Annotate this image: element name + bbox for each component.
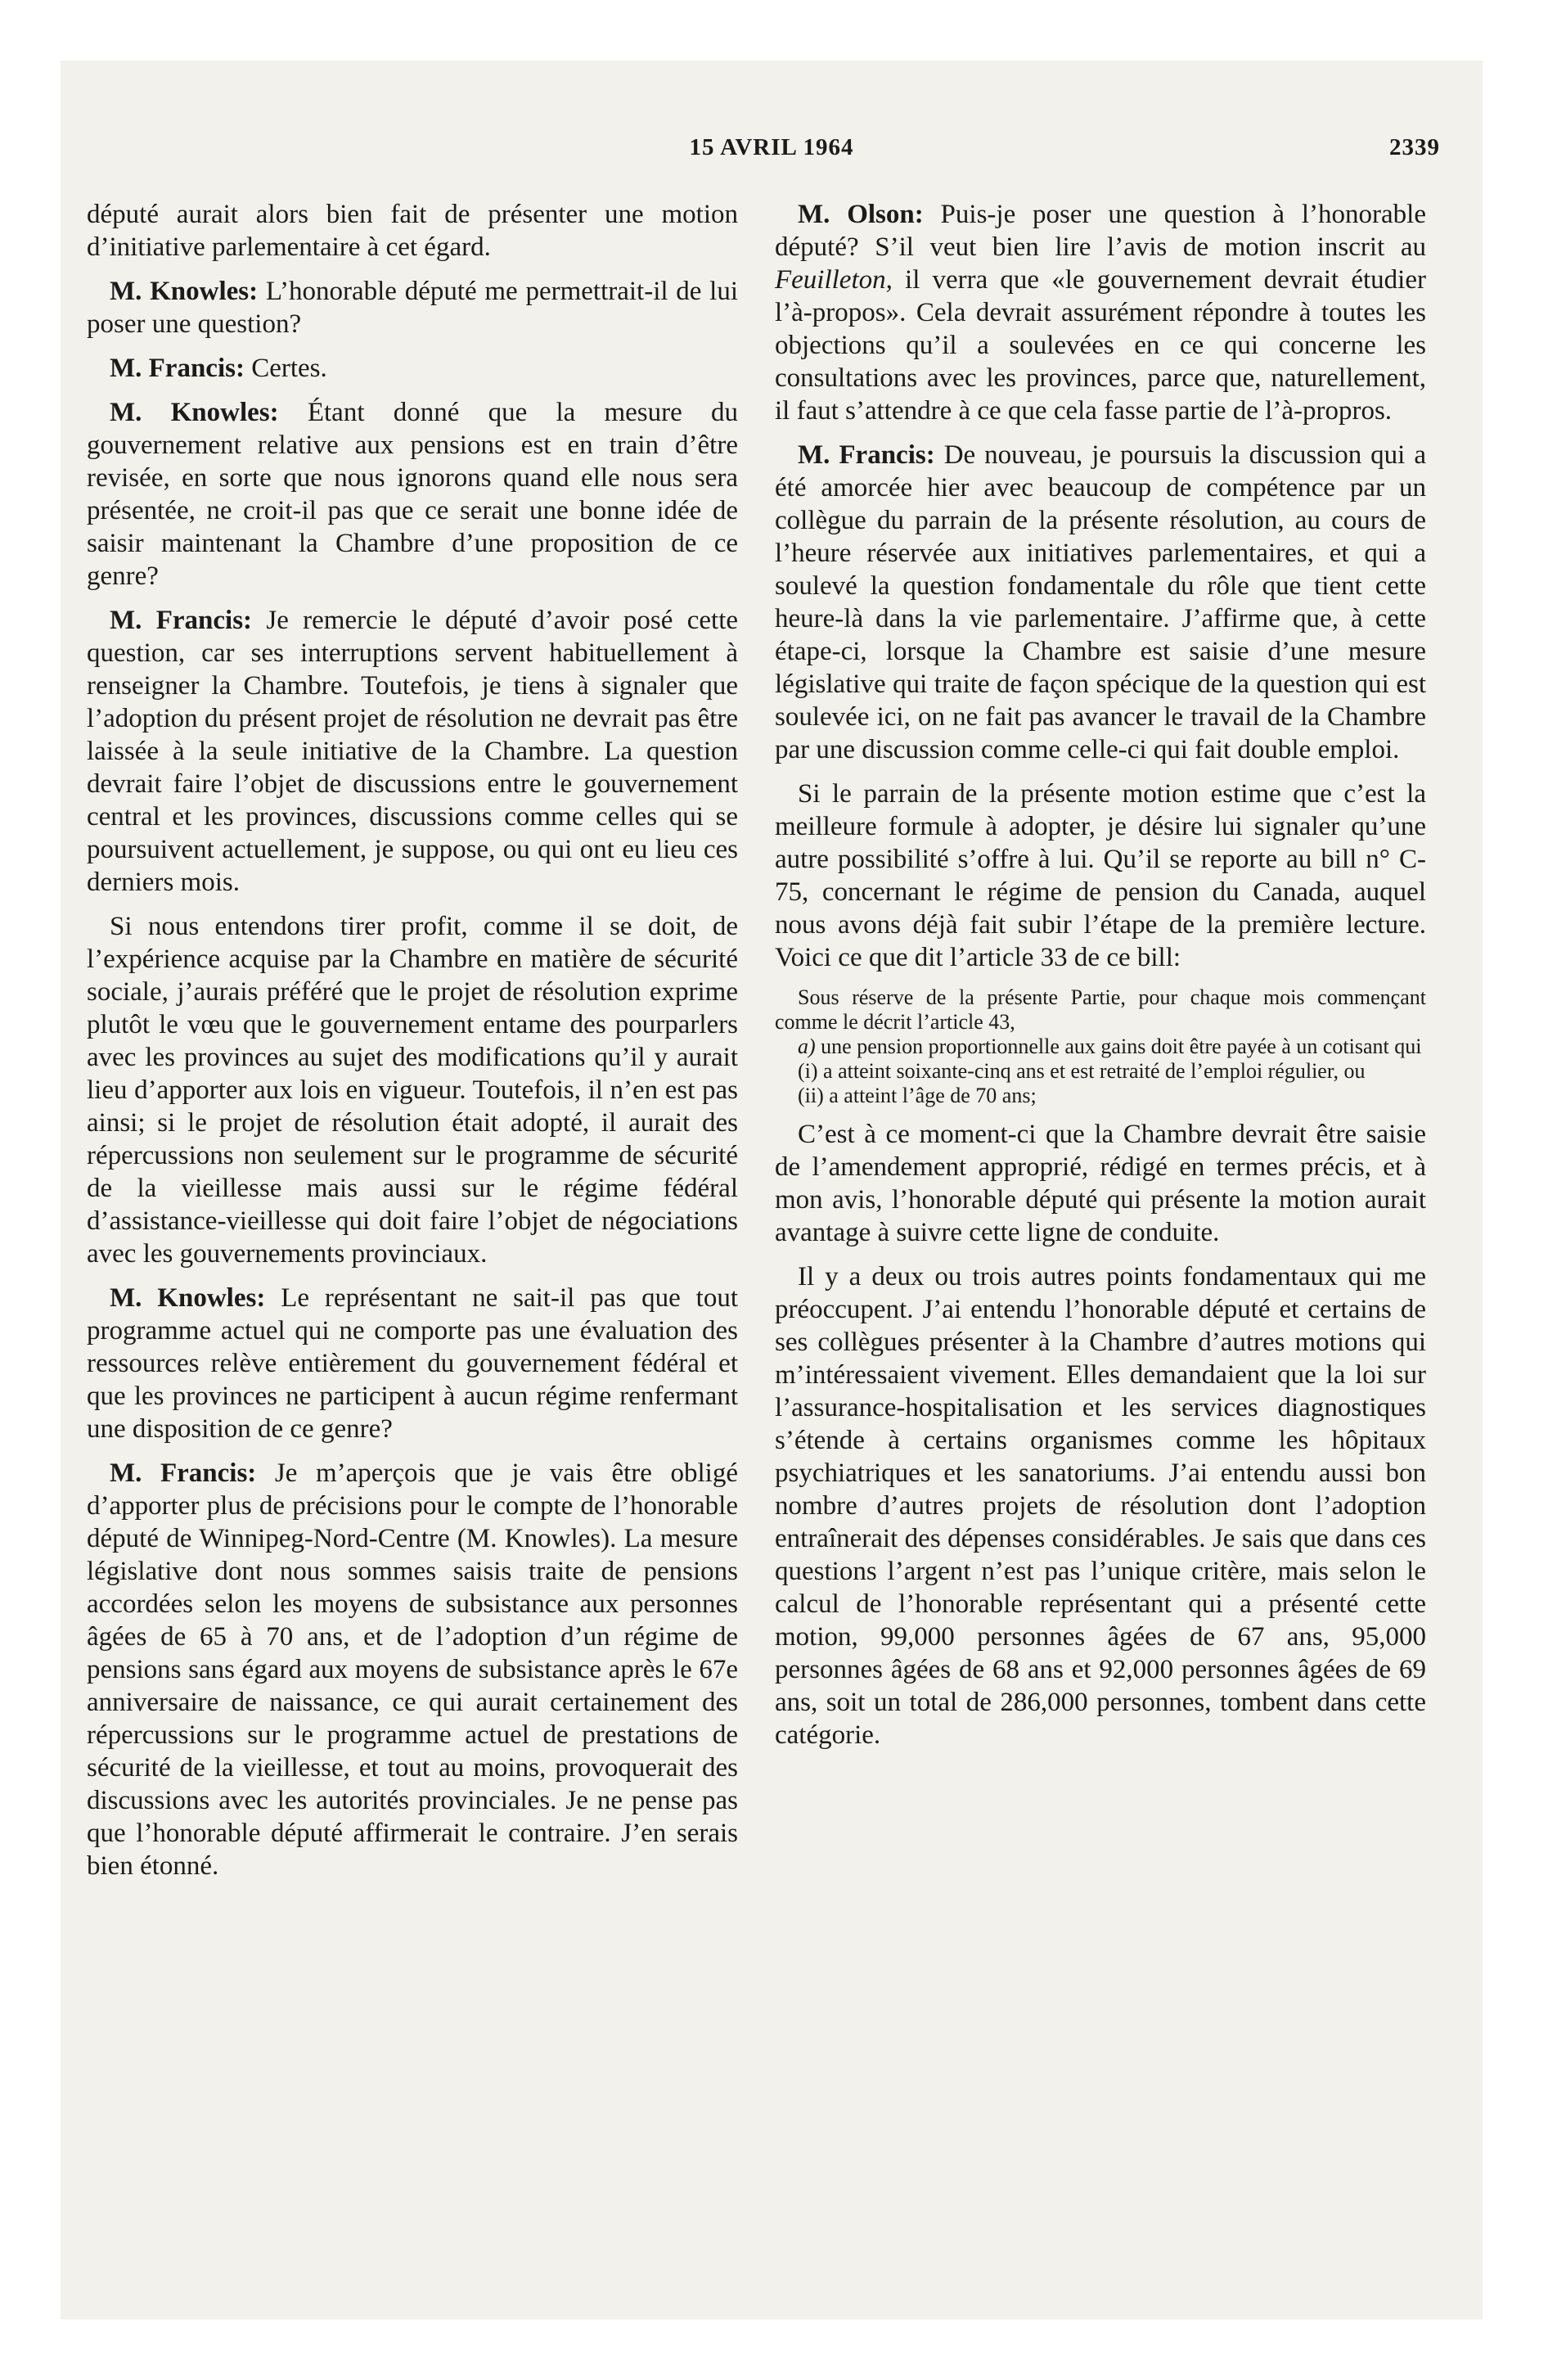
paragraph (775, 1118, 1426, 1249)
paragraph-text: Le représentant ne sait-il pas que tout programme actuel qui ne comporte pas une évaluation des ressources relève entièrement du gouvernement fédéral et que les provinces ne participent à aucun régime renfermant une disposition de ce genre? (87, 1283, 738, 1444)
speaker-name: M. Olson: (798, 200, 924, 229)
paragraph (775, 439, 1426, 766)
paragraph-text: L’honorable député me permettrait-il de lui poser une question? (87, 277, 738, 339)
page-date: 15 AVRIL 1964 (689, 134, 854, 160)
page-header (61, 134, 1483, 167)
speaker-name: M. Francis: (110, 1458, 257, 1488)
paragraph-text: il verra que «le gouvernement devrait étudier l’à-propos». Cela devrait assurément répondre à toutes les objections qu’il a soulevées en ce qui concerne les consultations avec les provinces, parce que, naturellement, il faut s’attendre à ce que cela fasse partie de l’à-propros. (775, 265, 1426, 426)
paragraph-text: Je remercie le député d’avoir posé cette question, car ses interruptions servent habituellement à renseigner la Chambre. Toutefois, je tiens à signaler que l’adoption du présent projet de résolution ne devrait pas être laissée à la seule initiative de la Chambre. La question devrait faire l’objet de discussions entre le gouvernement central et les provinces, discussions comme celles qui se poursuivent actuellement, je suppose, ou qui ont eu lieu ces derniers mois. (87, 606, 739, 897)
paragraph (775, 778, 1426, 974)
quote-line: Sous réserve de la présente Partie, pour chaque mois commençant comme le décrit l’article 43, (775, 985, 1426, 1034)
quote-label: a) (798, 1034, 816, 1058)
paragraph (87, 1282, 738, 1445)
speaker-name: M. Francis: (798, 440, 935, 470)
speaker-name: M. Knowles: (110, 277, 259, 306)
left-column (87, 198, 738, 1894)
paragraph (87, 198, 738, 264)
quoted-article (775, 985, 1426, 1108)
paragraph (87, 275, 738, 340)
page-number: 2339 (1389, 134, 1440, 160)
paragraph-text: Il y a deux ou trois autres points fondamentaux qui me préoccupent. J’ai entendu l’honorable député et certains de ses collègues présenter à la Chambre d’autres motions qui m’intéressaient vivement. Elles demandaient que la loi sur l’assurance-hospitalisation et les services diagnostiques s’étende à certains organismes comme les hôpitaux psychiatriques et les sanatoriums. J’ai entendu aussi bon nombre d’autres projets de résolution dont l’adoption entraînerait des dépenses considérables. Je sais que dans ces questions l’argent n’est pas l’unique critère, mais selon le calcul de l’honorable représentant qui a présenté cette motion, 99,000 personnes âgées de 67 ans, 95,000 personnes âgées de 68 ans et 92,000 personnes âgées de 69 ans, soit un total de 286,000 personnes, tombent dans cette catégorie. (775, 1262, 1426, 1750)
quote-line: (ii) a atteint l’âge de 70 ans; (798, 1084, 1037, 1107)
paragraph (87, 910, 738, 1270)
paragraph-text: Étant donné que la mesure du gouvernement relative aux pensions est en train d’être revisée, en sorte que nous ignorons quand elle nous sera présentée, ne croit-il pas que ce serait une bonne idée de saisir maintenant la Chambre d’une proposition de ce genre? (87, 398, 738, 591)
paragraph-text: Certes. (244, 354, 327, 383)
quote-text: une pension proportionnelle aux gains doit être payée à un cotisant qui (815, 1034, 1422, 1058)
paragraph (775, 198, 1426, 427)
paragraph (87, 396, 738, 593)
speaker-name: M. Francis: (110, 354, 245, 383)
paragraph-text: C’est à ce moment-ci que la Chambre devrait être saisie de l’amendement approprié, rédigé en termes précis, et à mon avis, l’honorable député qui présente la motion aurait avantage à suivre cette ligne de conduite. (775, 1120, 1426, 1247)
speaker-name: M. Knowles: (110, 398, 279, 427)
speaker-name: M. Francis: (110, 606, 253, 635)
paragraph-text: De nouveau, je poursuis la discussion qui a été amorcée hier avec beaucoup de compétence par un collègue du parrain de la présente résolution, au cours de l’heure réservée aux initiatives parlementaires, et qui a soulevé la question fondamentale du rôle que tient cette heure-là dans la vie parlementaire. J’affirme que, à cette étape-ci, lorsque la Chambre est saisie d’une mesure législative qui traite de façon spécique de la question qui est soulevée ici, on ne fait pas avancer le travail de la Chambre par une discussion comme celle-ci qui fait double emploi. (775, 440, 1426, 764)
paragraph (775, 1260, 1426, 1751)
quote-line: (i) a atteint soixante-cinq ans et est retraité de l’emploi régulier, ou (798, 1059, 1366, 1083)
paragraph-text: Si nous entendons tirer profit, comme il se doit, de l’expérience acquise par la Chambre en matière de sécurité sociale, j’aurais préféré que le projet de résolution exprime plutôt le vœu que le gouvernement entame des pourparlers avec les provinces au sujet des modifications qu’il y aurait lieu d’apporter aux lois en vigueur. Toutefois, il n’en est pas ainsi; si le projet de résolution était adopté, il aurait des répercussions non seulement sur le programme de sécurité de la vieillesse mais aussi sur le régime fédéral d’assistance-vieillesse qui doit faire l’objet de négociations avec les gouvernements provinciaux. (87, 912, 738, 1269)
paragraph-text: député aurait alors bien fait de présenter une motion d’initiative parlementaire à cet égard. (87, 200, 738, 262)
paragraph (87, 352, 738, 385)
paragraph-text: Je m’aperçois que je vais être obligé d’apporter plus de précisions pour le compte de l’honorable député de Winnipeg-Nord-Centre (M. Knowles). La mesure législative dont nous sommes saisis traite de pensions accordées selon les moyens de subsistance aux personnes âgées de 65 à 70 ans, et de l’adoption d’un régime de pensions sans égard aux moyens de subsistance après le 67e anniversaire de naissance, ce qui aurait certainement des répercussions sur le programme actuel de prestations de sécurité de la vieillesse, et tout au moins, provoquerait des discussions avec les autorités provinciales. Je ne pense pas que l’honorable député affirmerait le contraire. J’en serais bien étonné. (87, 1458, 739, 1881)
paragraph (87, 604, 738, 899)
paragraph-text: Si le parrain de la présente motion estime que c’est la meilleure formule à adopter, je désire lui signaler qu’une autre possibilité s’offre à lui. Qu’il se reporte au bill n° C-75, concernant le régime de pension du Canada, auquel nous avons déjà fait subir l’étape de la première lecture. Voici ce que dit l’article 33 de ce bill: (775, 779, 1426, 972)
right-column (775, 198, 1426, 1763)
speaker-name: M. Knowles: (110, 1283, 266, 1313)
hansard-page (61, 61, 1483, 2319)
paragraph (87, 1457, 738, 1882)
paragraph-text: Puis-je poser une question à l’honorable député? S’il veut bien lire l’avis de motion inscrit au (775, 200, 1426, 262)
italic-text: Feuilleton, (775, 265, 893, 295)
quote-line (775, 1034, 1426, 1059)
